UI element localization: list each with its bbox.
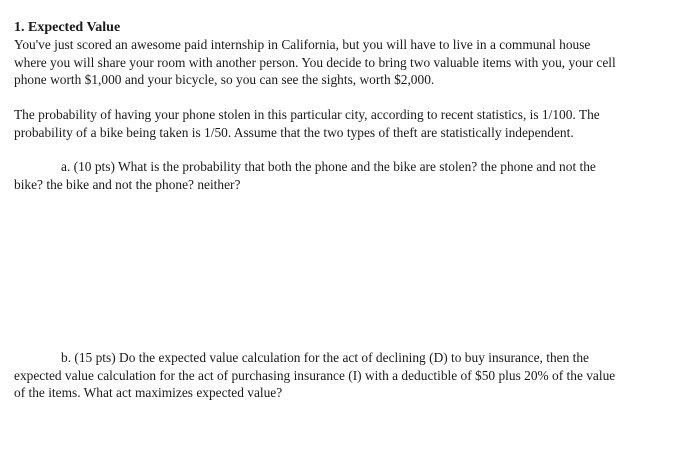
question-b-line: of the items. What act maximizes expected value? xyxy=(14,385,283,400)
question-a xyxy=(14,158,686,193)
intro-line: where you will share your room with another person. You decide to bring two valuable items with you, your cell xyxy=(14,54,616,70)
question-b xyxy=(14,349,686,402)
question-a-line: a. (10 pts) What is the probability that both the phone and the bike are stolen? the phone and not the xyxy=(61,159,596,174)
section-title: 1. Expected Value xyxy=(14,20,121,35)
question-a-line: bike? the bike and not the phone? neither? xyxy=(14,176,241,192)
probability-line: probability of a bike being taken is 1/50. Assume that the two types of theft are statistically independent. xyxy=(14,124,574,140)
probability-line: The probability of having your phone stolen in this particular city, according to recent statistics, is 1/100. The xyxy=(14,107,600,122)
question-b-line: b. (15 pts) Do the expected value calculation for the act of declining (D) to buy insurance, then the xyxy=(61,350,590,365)
probability-paragraph xyxy=(14,106,686,141)
intro-line: phone worth $1,000 and your bicycle, so you can see the sights, worth $2,000. xyxy=(14,72,435,87)
intro-paragraph xyxy=(14,36,686,89)
question-b-line: expected value calculation for the act of purchasing insurance (I) with a deductible of $50 plus 20% of the value xyxy=(14,367,616,383)
intro-line: You've just scored an awesome paid internship in California, but you will have to live in a communal house xyxy=(14,37,591,52)
